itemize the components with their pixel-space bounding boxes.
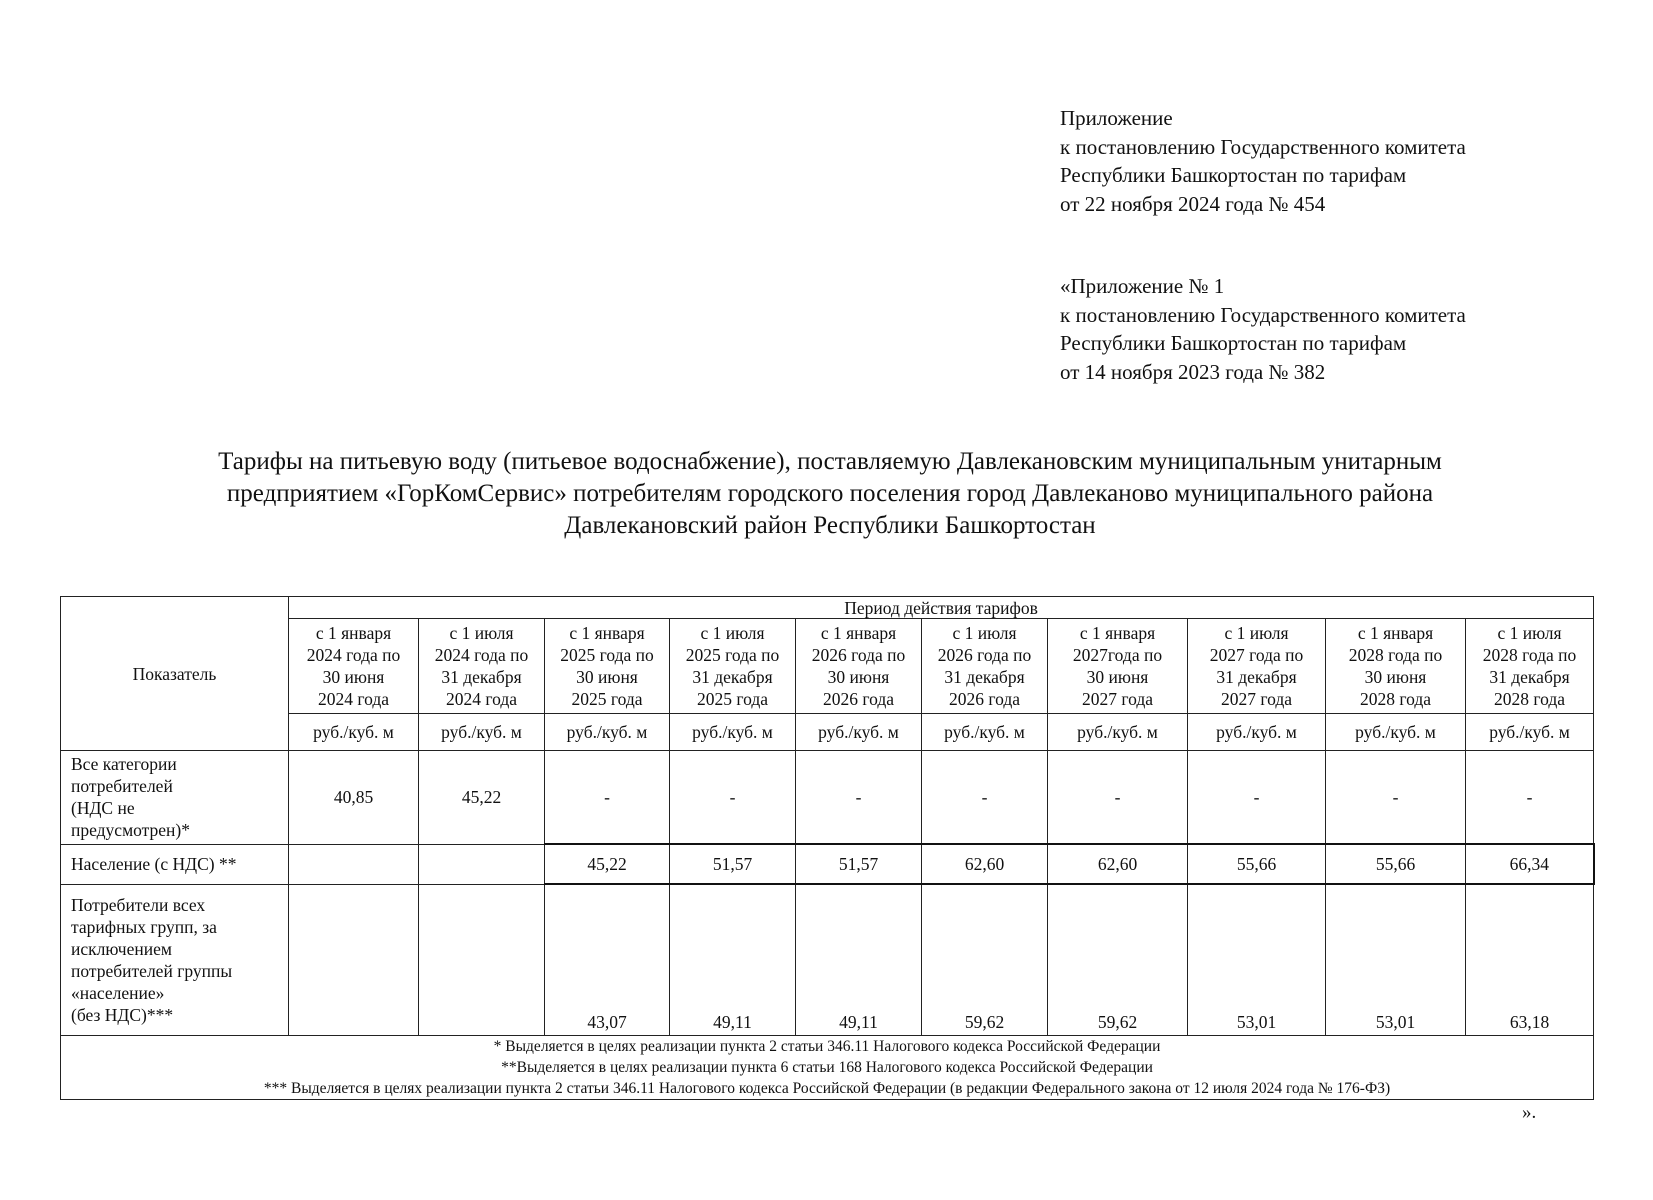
period-line: 2028 года по xyxy=(1482,645,1577,665)
period-line: 31 декабря xyxy=(441,667,522,687)
period-line: 30 июня xyxy=(827,667,890,687)
period-line: 2027 года xyxy=(1081,689,1154,709)
tariff-value: 55,66 xyxy=(1188,844,1326,884)
period-line: с 1 января xyxy=(1079,623,1156,643)
unit-cell: руб./куб. м xyxy=(922,714,1048,751)
period-line: с 1 января xyxy=(1357,623,1434,643)
period-line: 31 декабря xyxy=(1216,667,1297,687)
row-label xyxy=(61,751,289,845)
appendix-1-header-line: от 14 ноября 2023 года № 382 xyxy=(1060,359,1326,384)
tariff-value xyxy=(289,844,419,884)
period-line: 2024 года xyxy=(445,689,518,709)
title-line: предприятием «ГорКомСервис» потребителям городского поселения город Давлеканово муниципального района xyxy=(226,480,1434,507)
tariff-value: - xyxy=(796,751,922,845)
period-line: 2028 года по xyxy=(1348,645,1443,665)
tariff-value: 55,66 xyxy=(1326,844,1466,884)
tariff-value: 49,11 xyxy=(796,884,922,1036)
tariff-value: 45,22 xyxy=(419,751,545,845)
appendix-header-line: Приложение xyxy=(1060,106,1173,130)
row-label-line: (без НДС)*** xyxy=(71,1004,174,1025)
appendix-header-line: Республики Башкортостан по тарифам xyxy=(1060,163,1407,187)
period-line: 31 декабря xyxy=(944,667,1025,687)
unit-cell: руб./куб. м xyxy=(545,714,670,751)
period-line: 2027 года xyxy=(1220,689,1293,709)
unit-cell: руб./куб. м xyxy=(1188,714,1326,751)
row-label-line: тарифных групп, за xyxy=(71,916,217,937)
row-label-line: потребителей группы xyxy=(71,960,233,981)
tariff-value: 43,07 xyxy=(545,884,670,1036)
period-cell xyxy=(289,619,419,714)
period-line: 2026 года по xyxy=(937,645,1032,665)
appendix-header-line: от 22 ноября 2024 года № 454 xyxy=(1060,191,1326,216)
appendix-1-header xyxy=(1060,272,1466,386)
period-line: 30 июня xyxy=(1364,667,1427,687)
period-cell xyxy=(796,619,922,714)
tariff-value: 59,62 xyxy=(1048,884,1188,1036)
period-line: 2026 года по xyxy=(811,645,906,665)
tariff-value: 62,60 xyxy=(922,844,1048,884)
tariff-value xyxy=(289,884,419,1036)
period-line: 2027года по xyxy=(1072,645,1163,665)
period-cell xyxy=(1326,619,1466,714)
period-line: с 1 июля xyxy=(449,623,514,643)
period-line: 2025 года по xyxy=(560,645,654,665)
unit-cell: руб./куб. м xyxy=(419,714,545,751)
period-line: 2026 года xyxy=(948,689,1021,709)
unit-cell: руб./куб. м xyxy=(1048,714,1188,751)
period-line: 2024 года xyxy=(317,689,390,709)
tariff-value: - xyxy=(1326,751,1466,845)
unit-cell: руб./куб. м xyxy=(1466,714,1594,751)
row-label-line: «население» xyxy=(71,982,165,1003)
tariff-value: 45,22 xyxy=(545,844,670,884)
row-label-line: исключением xyxy=(71,938,172,959)
row-label-line: Все категории xyxy=(71,754,177,775)
tariff-value: - xyxy=(1188,751,1326,845)
row-label-line: Население (с НДС) ** xyxy=(71,854,237,874)
period-cell xyxy=(419,619,545,714)
period-line: 2027 года по xyxy=(1209,645,1304,665)
unit-cell: руб./куб. м xyxy=(670,714,796,751)
period-line: 2028 года xyxy=(1494,689,1566,709)
row-label xyxy=(61,844,289,884)
tariff-value: 53,01 xyxy=(1326,884,1466,1036)
tariff-value: 62,60 xyxy=(1048,844,1188,884)
tariff-value: 66,34 xyxy=(1466,844,1594,884)
tariff-value: - xyxy=(545,751,670,845)
row-label xyxy=(61,884,289,1036)
period-line: 2025 года xyxy=(696,689,769,709)
period-line: с 1 июля xyxy=(1497,623,1562,643)
closing-quote-mark: ». xyxy=(1522,1102,1537,1123)
period-line: 2024 года по xyxy=(434,645,529,665)
period-line: с 1 января xyxy=(820,623,897,643)
period-line: 31 декабря xyxy=(1489,667,1570,687)
tariff-table xyxy=(60,596,1595,1100)
footnote: *** Выделяется в целях реализации пункта 2 статьи 346.11 Налогового кодекса Российской Федерации (в редакции Федерального закона от 12 июля 2024 года № 176-ФЗ) xyxy=(263,1080,1391,1097)
footnote: **Выделяется в целях реализации пункта 6 статьи 168 Налогового кодекса Российской Федерации xyxy=(501,1059,1153,1076)
appendix-header-line: к постановлению Государственного комитета xyxy=(1060,134,1466,159)
period-line: с 1 июля xyxy=(952,623,1017,643)
tariff-value: 51,57 xyxy=(796,844,922,884)
tariff-value: - xyxy=(1048,751,1188,845)
footnote: * Выделяется в целях реализации пункта 2 статьи 346.11 Налогового кодекса Российской Федерации xyxy=(493,1038,1161,1055)
appendix-header xyxy=(1060,104,1466,218)
row-label-line: потребителей xyxy=(71,776,173,797)
period-cell xyxy=(670,619,796,714)
period-cell xyxy=(922,619,1048,714)
period-line: с 1 июля xyxy=(1224,623,1289,643)
period-cell xyxy=(1188,619,1326,714)
title-line: Давлекановский район Республики Башкортостан xyxy=(564,512,1096,539)
appendix-1-header-line: «Приложение № 1 xyxy=(1060,274,1225,298)
tariff-value: - xyxy=(1466,751,1594,845)
unit-cell: руб./куб. м xyxy=(796,714,922,751)
period-cell xyxy=(1048,619,1188,714)
unit-cell: руб./куб. м xyxy=(289,714,419,751)
row-label-line: (НДС не xyxy=(71,798,135,819)
period-cell xyxy=(545,619,670,714)
footnotes xyxy=(61,1036,1594,1100)
tariff-value: - xyxy=(670,751,796,845)
tariff-value: 51,57 xyxy=(670,844,796,884)
period-line: 30 июня xyxy=(1086,667,1149,687)
period-line: с 1 января xyxy=(315,623,392,643)
period-line: 2026 года xyxy=(822,689,895,709)
tariff-value: 63,18 xyxy=(1466,884,1594,1036)
unit-cell: руб./куб. м xyxy=(1326,714,1466,751)
title-line: Тарифы на питьевую воду (питьевое водоснабжение), поставляемую Давлекановским муниципальным унитарным xyxy=(218,448,1442,475)
period-header: Период действия тарифов xyxy=(289,597,1594,619)
period-line: 2028 года xyxy=(1359,689,1432,709)
tariff-value: - xyxy=(922,751,1048,845)
tariff-value: 49,11 xyxy=(670,884,796,1036)
tariff-value xyxy=(419,844,545,884)
tariff-value xyxy=(419,884,545,1036)
period-cell xyxy=(1466,619,1594,714)
row-label-line: Потребители всех xyxy=(71,894,206,915)
tariff-value: 59,62 xyxy=(922,884,1048,1036)
period-line: 30 июня xyxy=(576,667,638,687)
tariff-value: 40,85 xyxy=(289,751,419,845)
period-line: 30 июня xyxy=(322,667,385,687)
appendix-1-header-line: Республики Башкортостан по тарифам xyxy=(1060,331,1407,355)
period-line: с 1 января xyxy=(569,623,645,643)
document-title xyxy=(80,446,1580,542)
row-label-line: предусмотрен)* xyxy=(71,820,190,841)
period-line: 2025 года xyxy=(571,689,643,709)
appendix-1-header-line: к постановлению Государственного комитета xyxy=(1060,302,1466,327)
period-line: с 1 июля xyxy=(700,623,765,643)
period-line: 31 декабря xyxy=(692,667,773,687)
period-line: 2025 года по xyxy=(685,645,780,665)
indicator-header: Показатель xyxy=(61,597,289,751)
tariff-value: 53,01 xyxy=(1188,884,1326,1036)
period-line: 2024 года по xyxy=(306,645,401,665)
